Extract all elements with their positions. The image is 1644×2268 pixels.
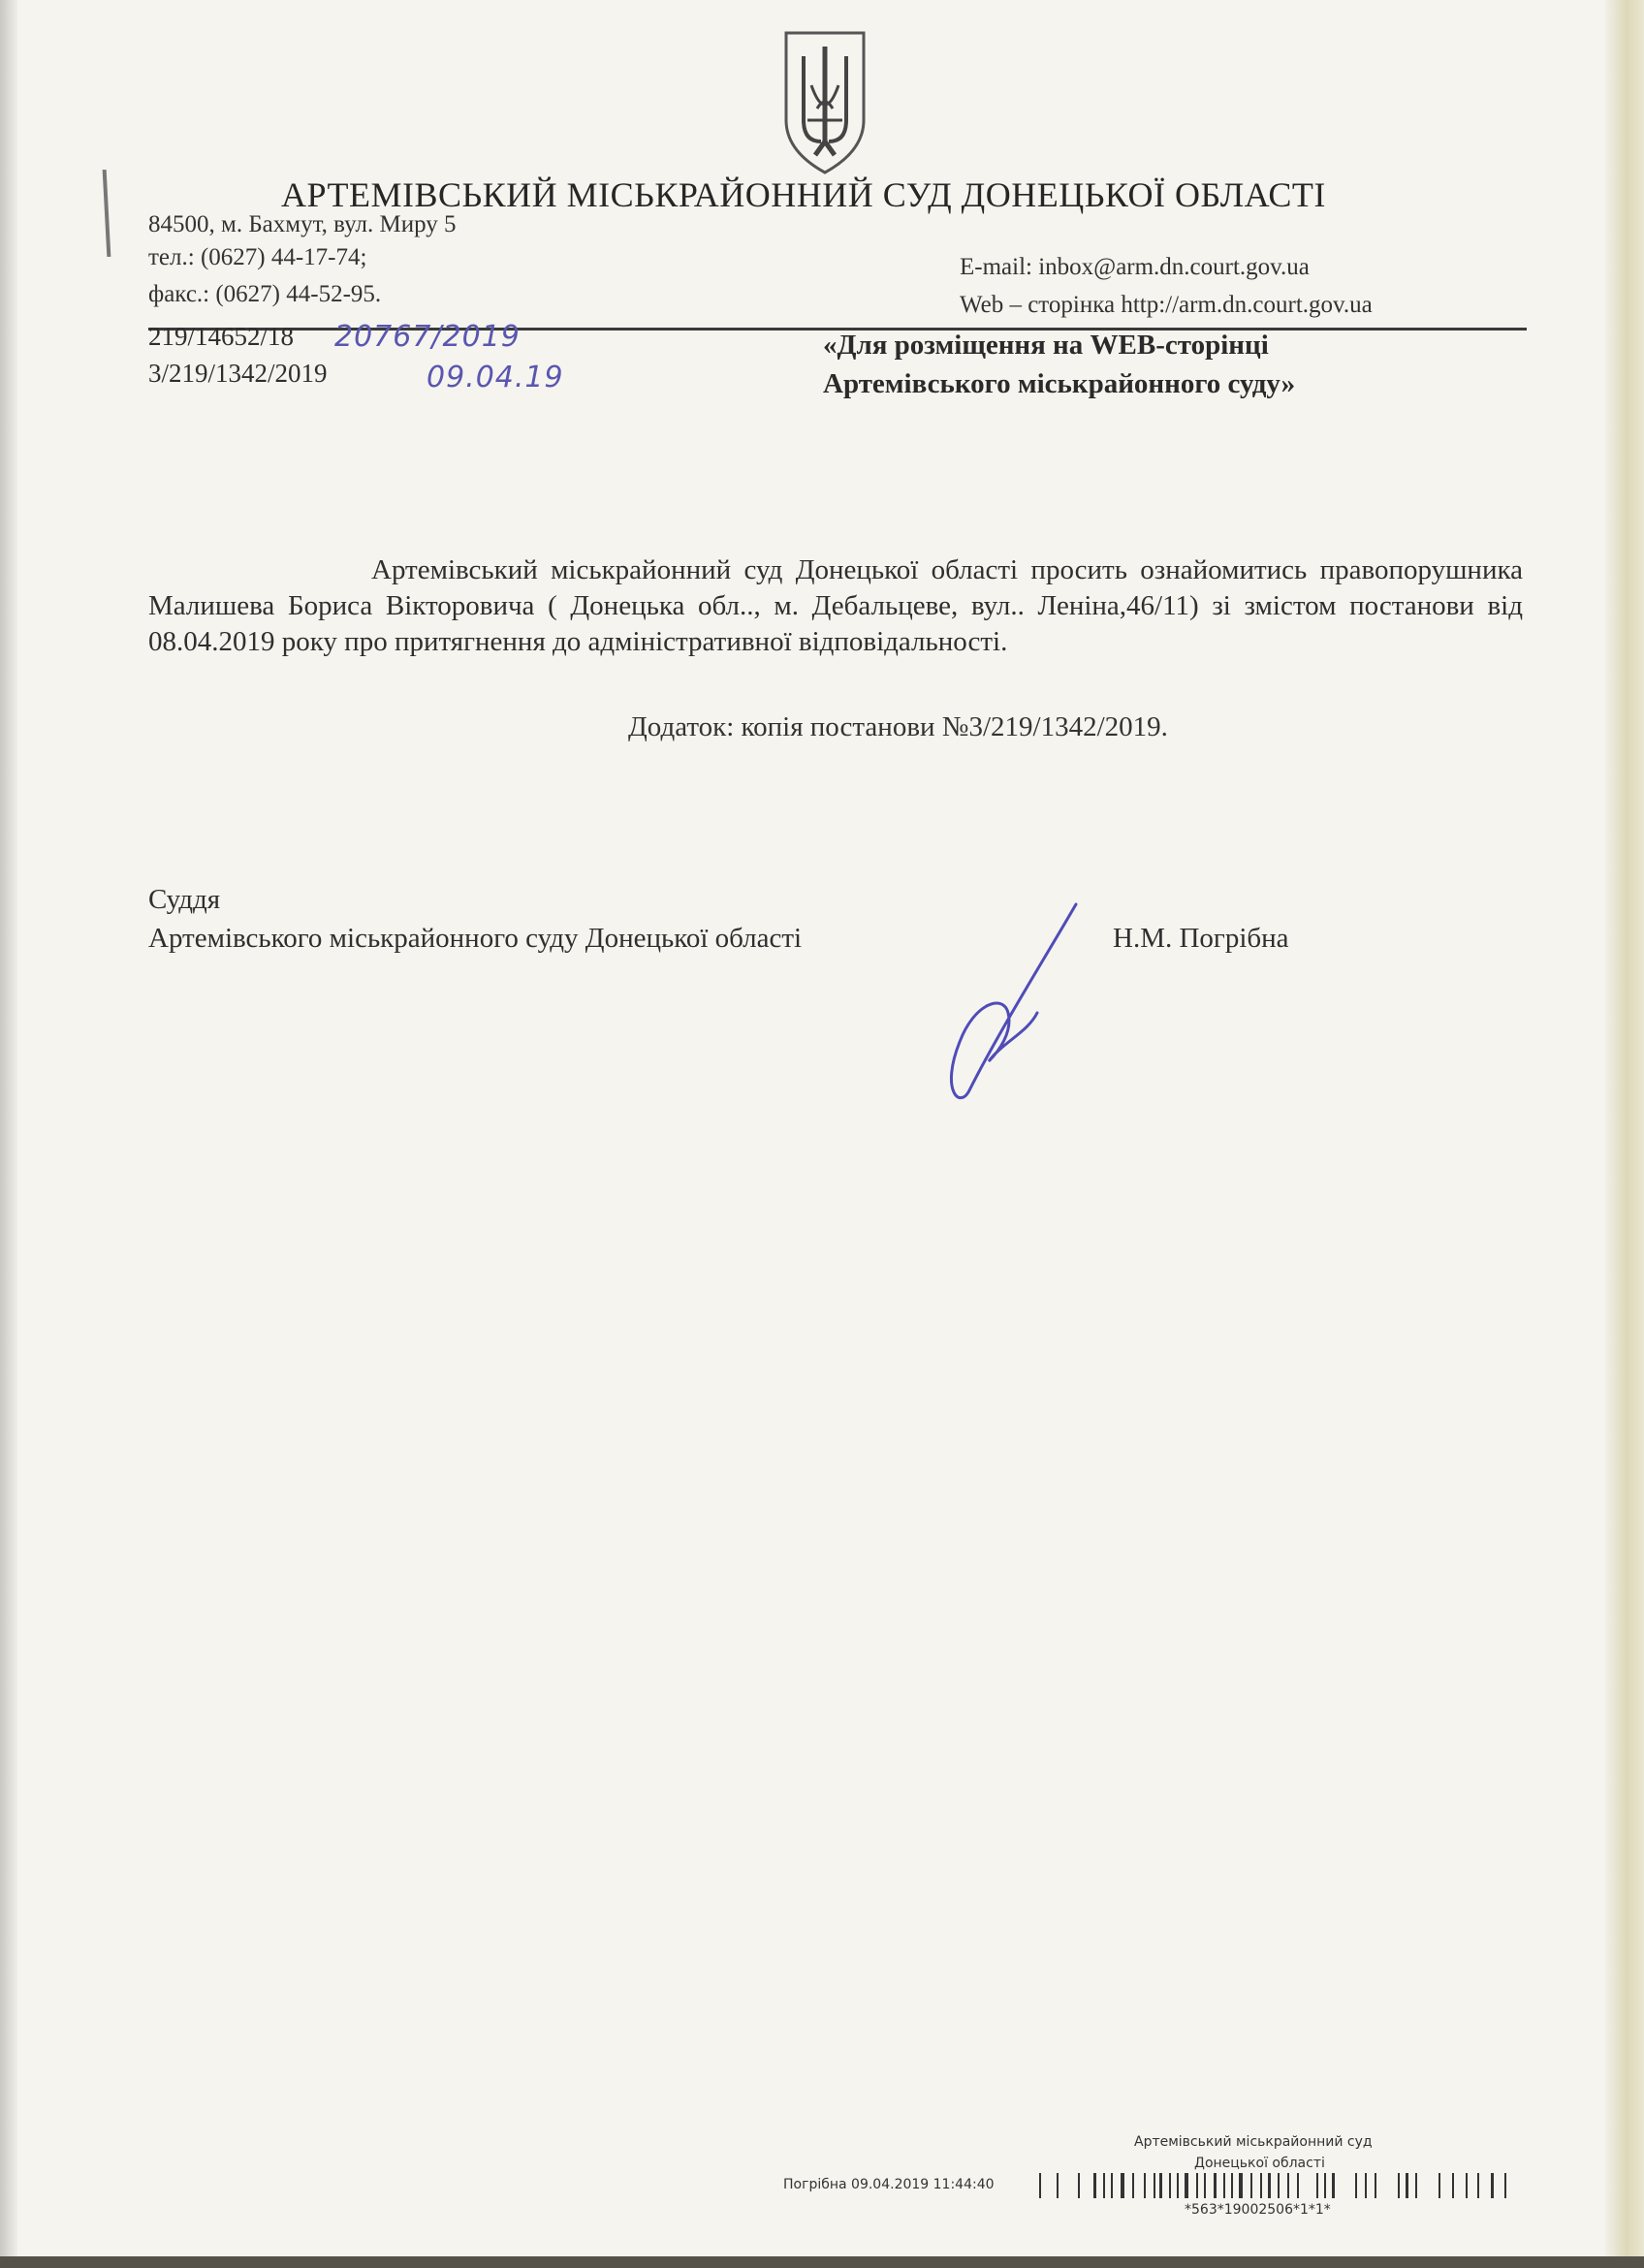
barcode — [1039, 2173, 1514, 2198]
destination-line-1: «Для розміщення на WEB-сторінці — [823, 330, 1269, 361]
scan-edge-left — [0, 0, 17, 2268]
court-email: E-mail: inbox@arm.dn.court.gov.ua — [960, 254, 1310, 280]
body-paragraph: Артемівський міськрайонний суд Донецької області просить ознайомитись правопорушника Малишева Бориса Вікторовича ( Донецька обл.., м. Дебальцеве, вул.. Леніна,46/11) зі змістом постанови від 08.04.2019 року про притягнення до адміністративної відповідальності. — [148, 554, 1523, 657]
stamp-court-line-1: Артемівський міськрайонний суд — [1134, 2134, 1373, 2150]
handwritten-registration-number: 20767/2019 — [334, 320, 521, 354]
court-phone: тел.: (0627) 44-17-74; — [148, 244, 367, 270]
letter-body — [148, 552, 1523, 660]
handwritten-signature — [931, 897, 1095, 1110]
signatory-title: Суддя — [148, 884, 221, 915]
signatory-court: Артемівського міськрайонного суду Донецької області — [148, 923, 803, 954]
barcode-text: *563*19002506*1*1* — [1185, 2202, 1331, 2218]
court-address: 84500, м. Бахмут, вул. Миру 5 — [148, 211, 457, 237]
fold-mark — [103, 170, 111, 257]
signatory-name: Н.М. Погрібна — [1113, 923, 1289, 954]
court-website: Web – сторінка http://arm.dn.court.gov.ua — [960, 292, 1373, 318]
scan-edge-bottom — [0, 2256, 1644, 2268]
handwritten-registration-date: 09.04.19 — [427, 361, 564, 394]
destination-line-2: Артемівського міськрайонного суду» — [823, 368, 1296, 399]
attachment-note: Додаток: копія постанови №3/219/1342/2019. — [628, 711, 1168, 742]
case-number: 219/14652/18 — [148, 322, 295, 351]
stamp-signed-by: Погрібна 09.04.2019 11:44:40 — [783, 2177, 995, 2192]
court-name-heading: АРТЕМІВСЬКИЙ МІСЬКРАЙОННИЙ СУД ДОНЕЦЬКОЇ ОБЛАСТІ — [281, 175, 1326, 214]
scan-edge-right — [1605, 0, 1644, 2268]
court-fax: факс.: (0627) 44-52-95. — [148, 281, 382, 307]
stamp-court-line-2: Донецької області — [1194, 2156, 1325, 2171]
coat-of-arms-icon — [778, 27, 871, 176]
proceeding-number: 3/219/1342/2019 — [148, 359, 328, 388]
